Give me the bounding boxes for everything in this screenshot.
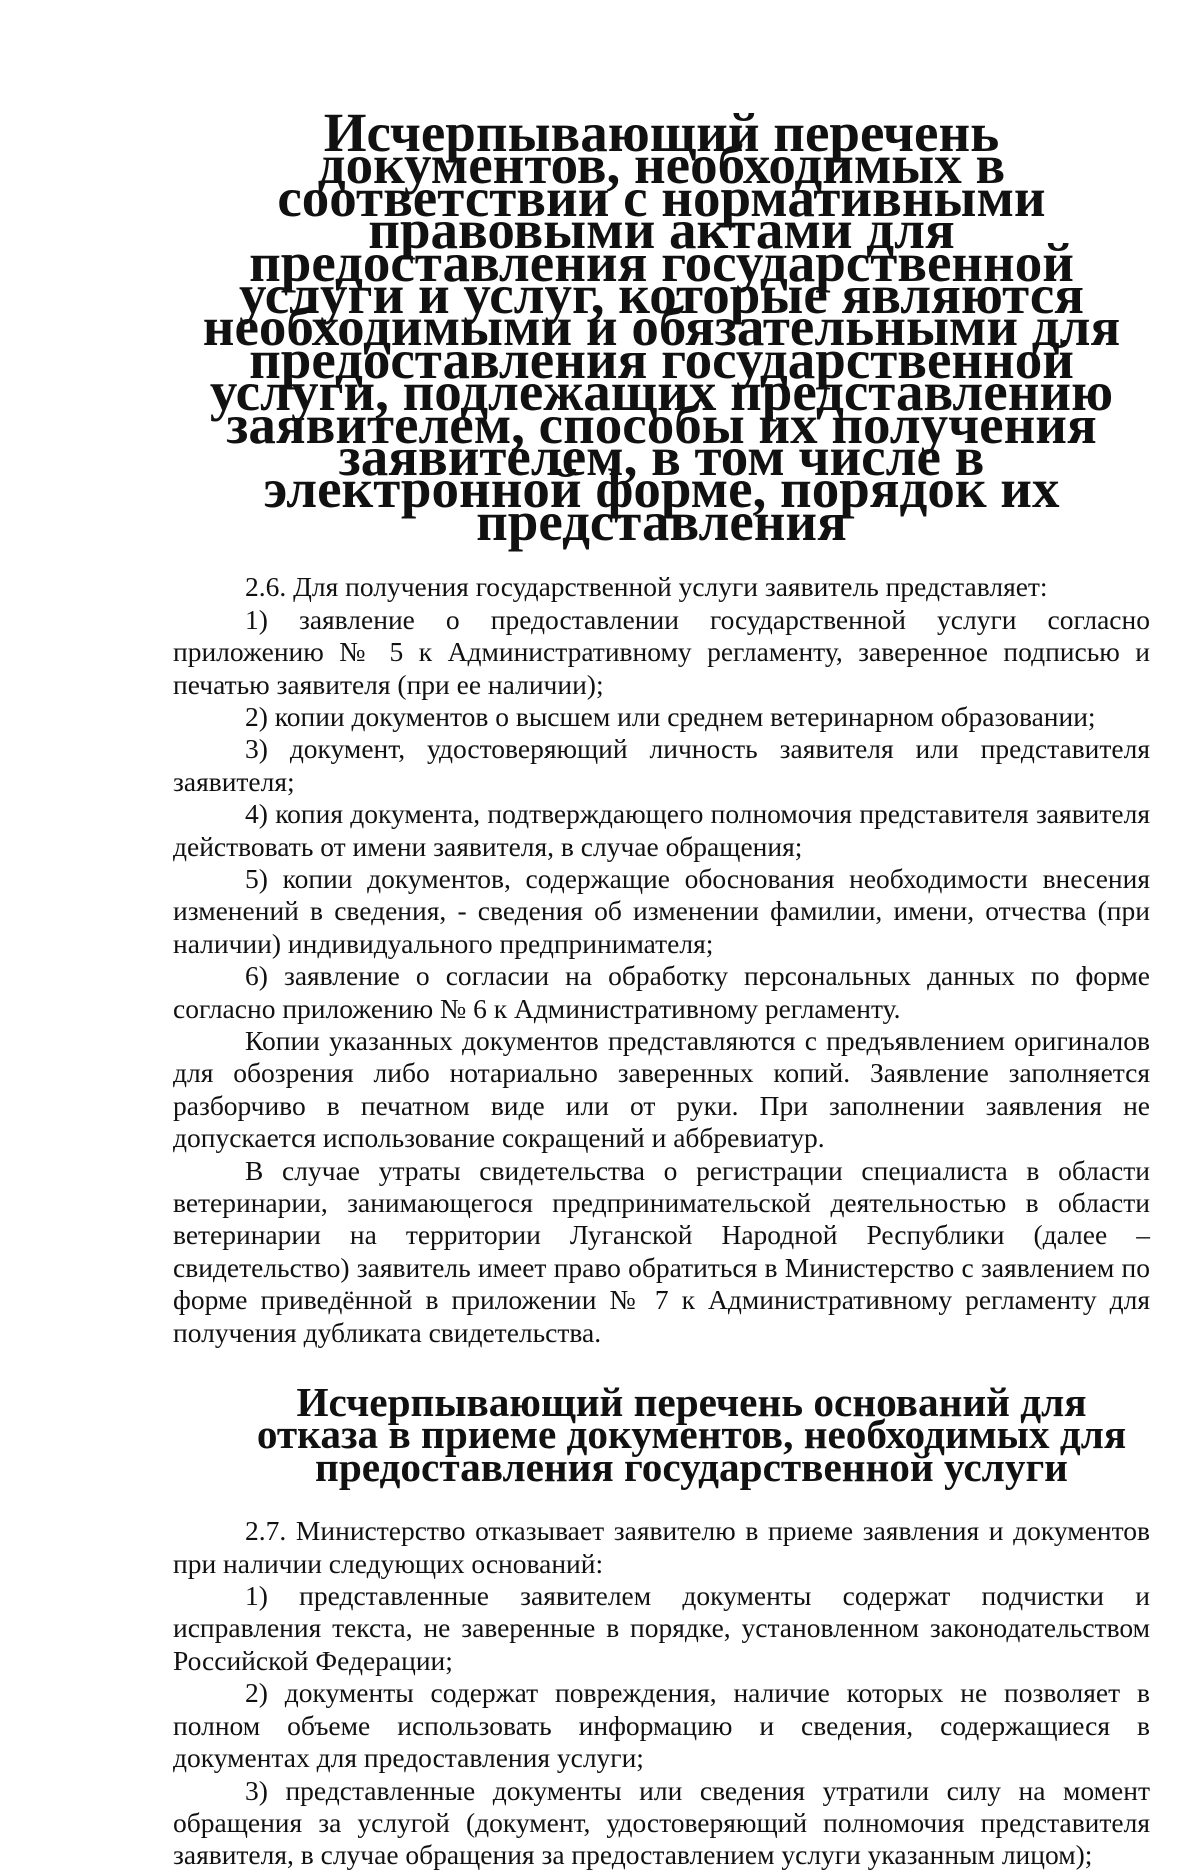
section-heading-documents-list: Исчерпывающий перечень документов, необходимых в соответствии с нормативными правовыми актами для предоставления государственной услуги и услуг, которые являются необходимыми и обязательными для предоставления государственной услуги, подлежащих представлению заявителем, способы их получения заявителем, в том числе в электронной форме, порядок их представления	[202, 102, 1121, 552]
paragraph-copies-requirements: Копии указанных документов представляются с предъявлением оригиналов для обозрения либо нотариально заверенных копий. Заявление заполняется разборчиво в печатном виде или от руки. При заполнении заявления не допускается использование сокращений и аббревиатур.	[173, 1024, 1150, 1154]
paragraph-2-7-intro: 2.7. Министерство отказывает заявителю в приеме заявления и документов при наличии следующих оснований:	[173, 1515, 1150, 1579]
section-heading-refusal-grounds: Исчерпывающий перечень оснований для отказа в приеме документов, необходимых для предоставления государственной услуги	[256, 1379, 1127, 1490]
list-item-3-identity-document: 3) документ, удостоверяющий личность заявителя или представителя заявителя;	[173, 733, 1150, 797]
refusal-item-1-corrections: 1) представленные заявителем документы содержат подчистки и исправления текста, не заверенные в порядке, установленном законодательством Российской Федерации;	[173, 1580, 1150, 1676]
list-item-6-data-consent: 6) заявление о согласии на обработку персональных данных по форме согласно приложению № 6 к Административному регламенту.	[173, 960, 1150, 1024]
list-item-1-application: 1) заявление о предоставлении государственной услуги согласно приложению № 5 к Административному регламенту, заверенное подписью и печатью заявителя (при ее наличии);	[173, 603, 1150, 700]
document-page	[173, 102, 1150, 1872]
list-item-5-change-documents: 5) копии документов, содержащие обоснования необходимости внесения изменений в сведения, - сведения об изменении фамилии, имени, отчества (при наличии) индивидуального предпринимателя;	[173, 862, 1150, 959]
paragraph-certificate-duplicate: В случае утраты свидетельства о регистрации специалиста в области ветеринарии, занимающегося предпринимательской деятельностью в области ветеринарии на территории Луганской Народной Республики (далее – свидетельство) заявитель имеет право обратиться в Министерство с заявлением по форме приведённой в приложении № 7 к Административному регламенту для получения дубликата свидетельства.	[173, 1154, 1150, 1348]
refusal-item-3-expired: 3) представленные документы или сведения утратили силу на момент обращения за услугой (документ, удостоверяющий полномочия представителя заявителя, в случае обращения за предоставлением услуги указанным лицом);	[173, 1774, 1150, 1871]
list-item-2-education-copies: 2) копии документов о высшем или среднем ветеринарном образовании;	[245, 700, 1096, 732]
paragraph-2-6-intro: 2.6. Для получения государственной услуги заявитель представляет:	[245, 571, 1048, 603]
refusal-item-2-damage: 2) документы содержат повреждения, наличие которых не позволяет в полном объеме использовать информацию и сведения, содержащиеся в документах для предоставления услуги;	[173, 1677, 1150, 1774]
list-item-4-authority-copy: 4) копия документа, подтверждающего полномочия представителя заявителя действовать от имени заявителя, в случае обращения;	[173, 798, 1150, 862]
